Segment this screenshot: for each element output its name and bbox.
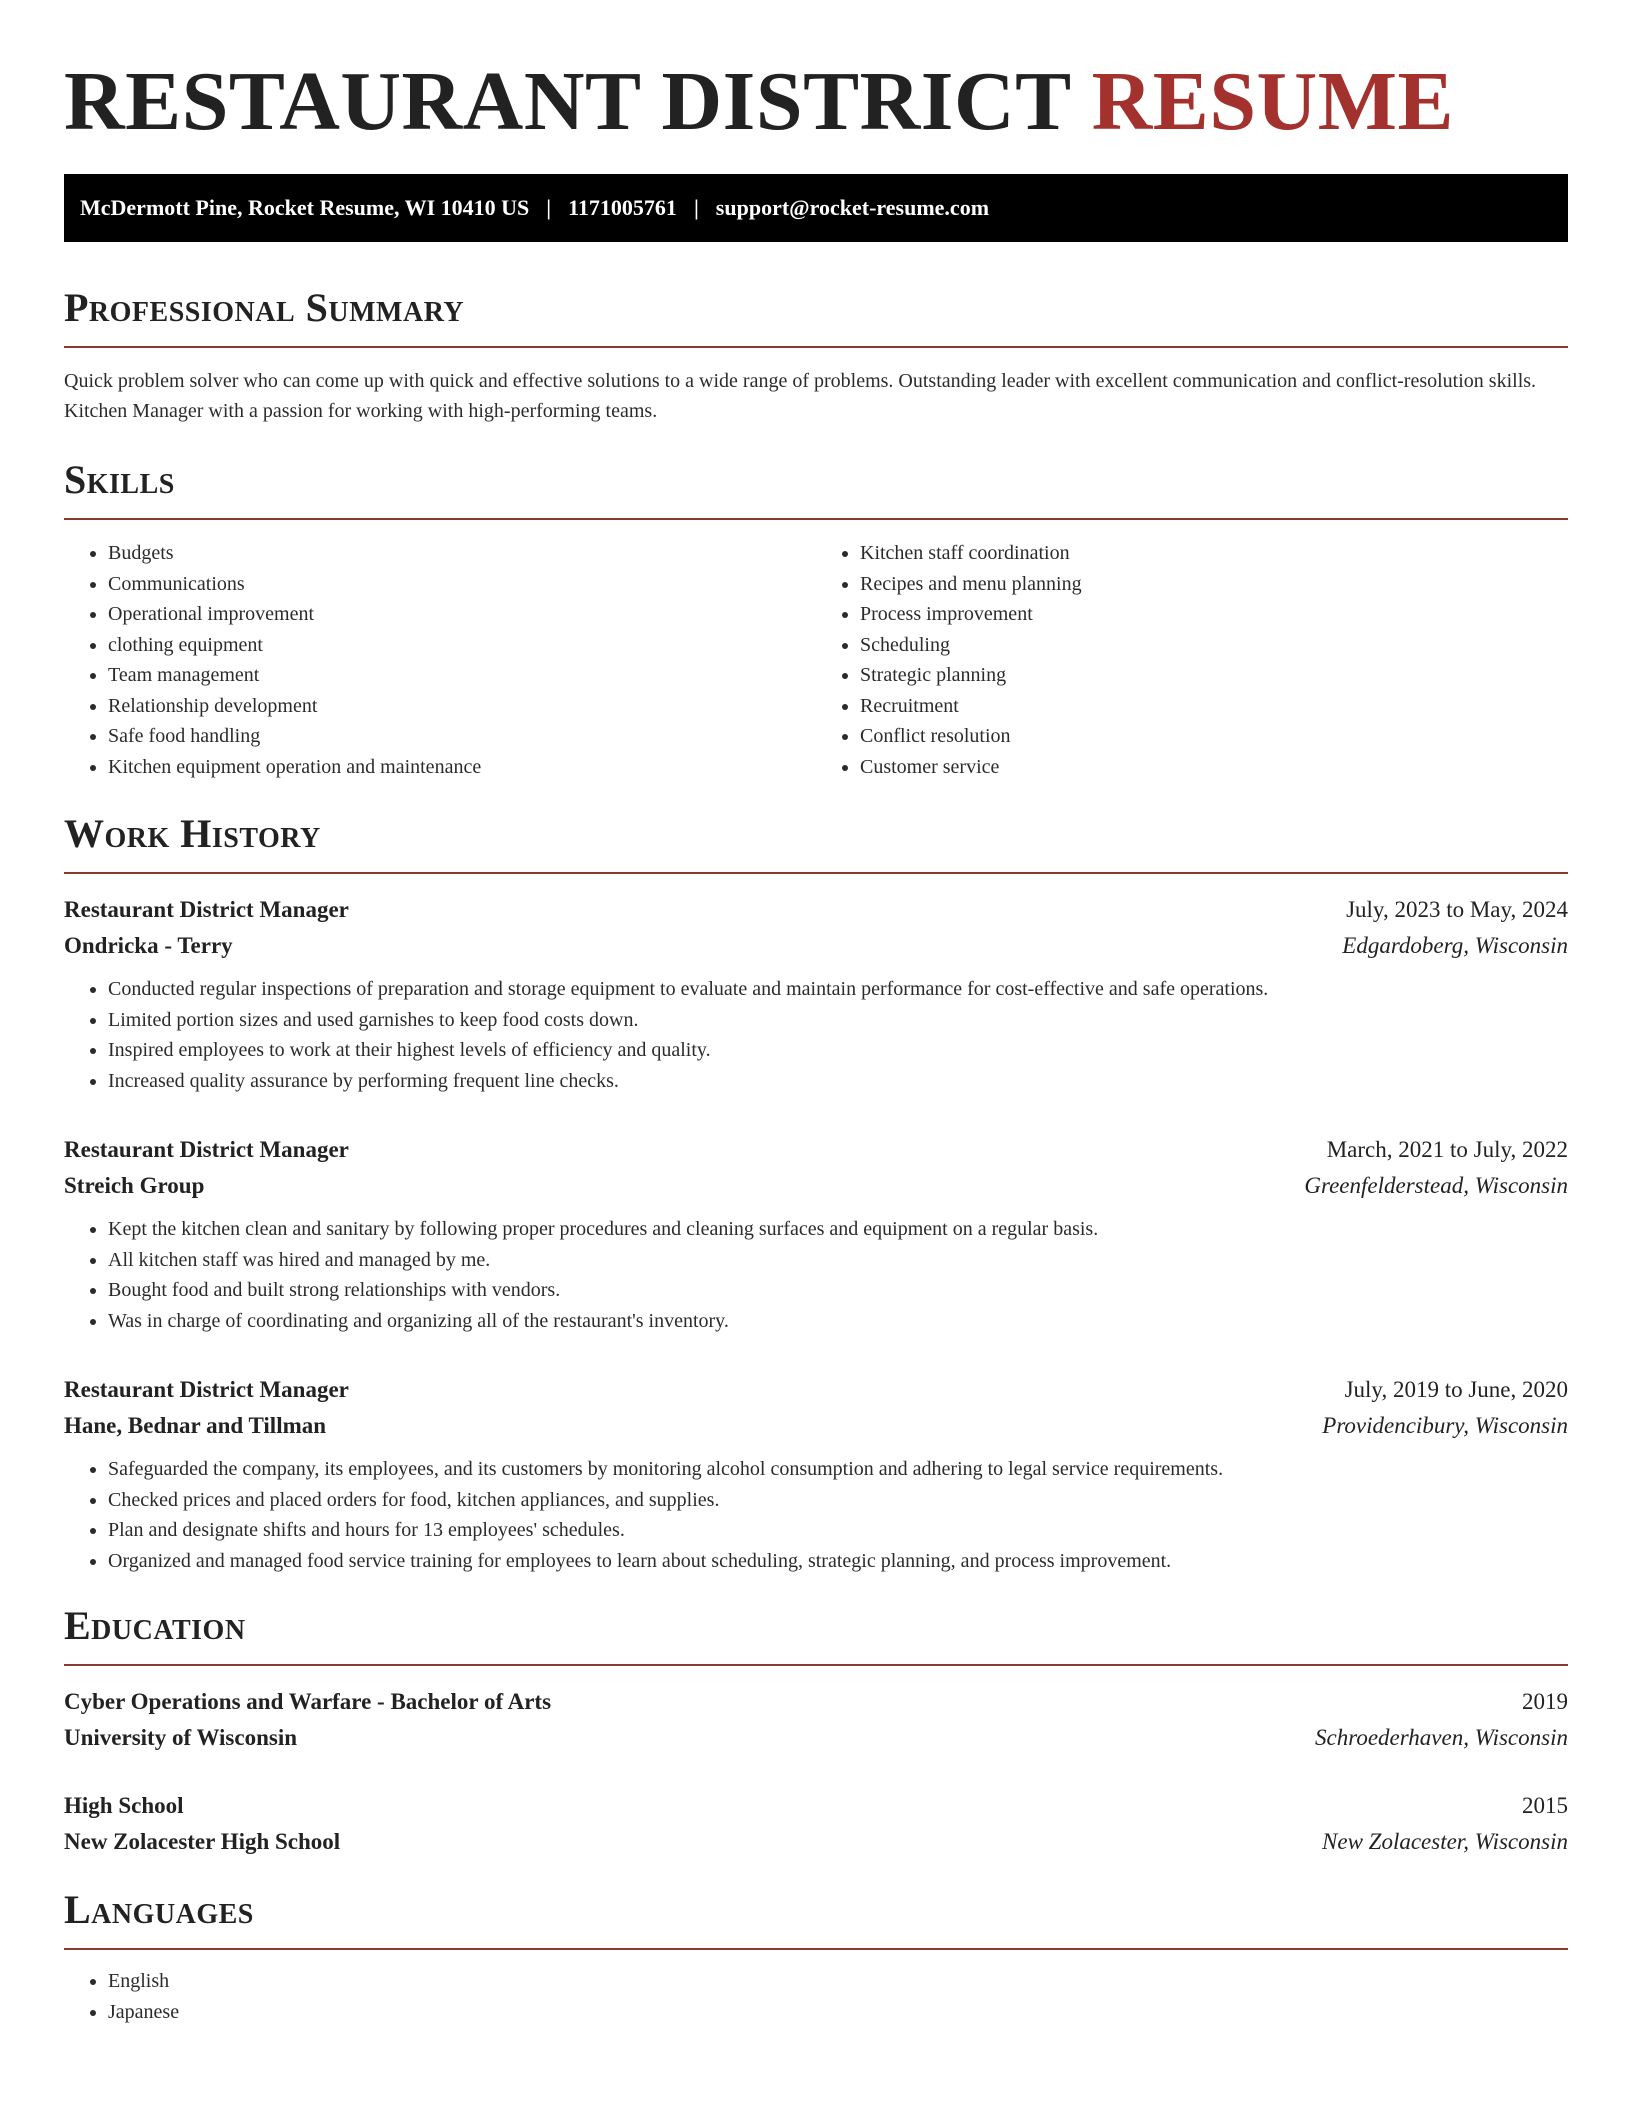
job-bullet: • Plan and designate shifts and hours for 13 employees' schedules. (108, 1515, 1568, 1546)
section-heading: Professional Summary (64, 284, 1568, 348)
job-bullets (64, 974, 1568, 1096)
job-company-row (64, 1168, 1568, 1204)
job-bullets (64, 1214, 1568, 1336)
languages-list (64, 1966, 1568, 2027)
work-history-section (64, 810, 1568, 1576)
job-bullet: • Organized and managed food service training for employees to learn about scheduling, strategic planning, and process improvement. (108, 1546, 1568, 1577)
education-school-row (64, 1824, 1568, 1860)
job-bullet: • Was in charge of coordinating and organizing all of the restaurant's inventory. (108, 1306, 1568, 1337)
language-item: • Japanese (108, 1997, 1568, 2028)
job-title: Restaurant District Manager (64, 1377, 349, 1402)
education-degree: Cyber Operations and Warfare - Bachelor of Arts (64, 1689, 552, 1714)
job-bullet: • Kept the kitchen clean and sanitary by following proper procedures and cleaning surfaces and equipment on a regular basis. (108, 1214, 1568, 1245)
job-title: Restaurant District Manager (64, 1137, 349, 1162)
skill-item: • Scheduling (860, 630, 1568, 661)
job-bullet: • All kitchen staff was hired and managed by me. (108, 1245, 1568, 1276)
job-title-row (64, 1372, 1568, 1408)
job-title: Restaurant District Manager (64, 897, 349, 922)
skill-item: • Operational improvement (108, 599, 816, 630)
education-school-row (64, 1720, 1568, 1756)
job-company: Streich Group (64, 1173, 205, 1198)
skill-item: • Communications (108, 569, 816, 600)
job-location: Edgardoberg, Wisconsin (1342, 933, 1568, 958)
section-heading: Skills (64, 456, 1568, 520)
skill-item: • Kitchen equipment operation and maintenance (108, 752, 816, 783)
section-heading: Education (64, 1602, 1568, 1666)
skill-item: • clothing equipment (108, 630, 816, 661)
education-year: 2015 (1522, 1793, 1568, 1818)
education-location: Schroederhaven, Wisconsin (1315, 1725, 1568, 1750)
skill-item: • Recruitment (860, 691, 1568, 722)
job-company: Hane, Bednar and Tillman (64, 1413, 327, 1438)
job-bullet: • Safeguarded the company, its employees, and its customers by monitoring alcohol consumption and adhering to legal service requirements. (108, 1454, 1568, 1485)
skill-item: • Relationship development (108, 691, 816, 722)
contact-address: McDermott Pine, Rocket Resume, WI 10410 US (80, 195, 530, 220)
education-school: New Zolacester High School (64, 1829, 341, 1854)
job-title-row (64, 892, 1568, 928)
job-bullets (64, 1454, 1568, 1576)
contact-separator: | (546, 195, 552, 220)
contact-email: support@rocket-resume.com (715, 195, 990, 220)
skill-item: • Safe food handling (108, 721, 816, 752)
education-entry (64, 1684, 1568, 1756)
job-location: Providencibury, Wisconsin (1322, 1413, 1568, 1438)
skills-section (64, 456, 1568, 782)
contact-bar (64, 174, 1568, 242)
education-degree-row (64, 1684, 1568, 1720)
skill-item: • Conflict resolution (860, 721, 1568, 752)
skill-item: • Recipes and menu planning (860, 569, 1568, 600)
job-dates: March, 2021 to July, 2022 (1326, 1137, 1568, 1162)
summary-text: Quick problem solver who can come up with quick and effective solutions to a wide range of problems. Outstanding leader with excellent communication and conflict-resolution skills. Kitchen Manager with a passion for working with high-performing teams. (64, 370, 1537, 422)
job-bullet: • Checked prices and placed orders for food, kitchen appliances, and supplies. (108, 1485, 1568, 1516)
skill-item: • Budgets (108, 538, 816, 569)
skills-list-right (816, 538, 1568, 782)
job-dates: July, 2023 to May, 2024 (1346, 897, 1568, 922)
education-entry (64, 1788, 1568, 1860)
section-heading: Work History (64, 810, 1568, 874)
resume-title (64, 52, 1568, 152)
job-title-row (64, 1132, 1568, 1168)
skill-item: • Customer service (860, 752, 1568, 783)
job-dates: July, 2019 to June, 2020 (1344, 1377, 1568, 1402)
job-bullet: • Conducted regular inspections of preparation and storage equipment to evaluate and maintain performance for cost-effective and safe operations. (108, 974, 1568, 1005)
education-year: 2019 (1522, 1689, 1568, 1714)
contact-separator: | (693, 195, 699, 220)
language-item: • English (108, 1966, 1568, 1997)
job-entry (64, 892, 1568, 1096)
skills-grid (64, 538, 1568, 782)
education-location: New Zolacester, Wisconsin (1322, 1829, 1568, 1854)
job-company: Ondricka - Terry (64, 933, 233, 958)
job-bullet: • Limited portion sizes and used garnishes to keep food costs down. (108, 1005, 1568, 1036)
job-bullet: • Inspired employees to work at their highest levels of efficiency and quality. (108, 1035, 1568, 1066)
title-accent: RESUME (1091, 55, 1455, 148)
job-entry (64, 1372, 1568, 1576)
skill-item: • Strategic planning (860, 660, 1568, 691)
education-section (64, 1602, 1568, 1860)
job-location: Greenfelderstead, Wisconsin (1304, 1173, 1568, 1198)
job-bullet: • Increased quality assurance by performing frequent line checks. (108, 1066, 1568, 1097)
education-degree-row (64, 1788, 1568, 1824)
skill-item: • Kitchen staff coordination (860, 538, 1568, 569)
job-entry (64, 1132, 1568, 1336)
skills-list-left (64, 538, 816, 782)
title-main: RESTAURANT DISTRICT (64, 55, 1071, 148)
skill-item: • Process improvement (860, 599, 1568, 630)
languages-section (64, 1886, 1568, 2027)
contact-phone: 1171005761 (568, 195, 677, 220)
job-company-row (64, 928, 1568, 964)
professional-summary-section (64, 284, 1568, 426)
job-bullet: • Bought food and built strong relationships with vendors. (108, 1275, 1568, 1306)
education-school: University of Wisconsin (64, 1725, 298, 1750)
job-company-row (64, 1408, 1568, 1444)
education-degree: High School (64, 1793, 184, 1818)
skill-item: • Team management (108, 660, 816, 691)
section-heading: Languages (64, 1886, 1568, 1950)
